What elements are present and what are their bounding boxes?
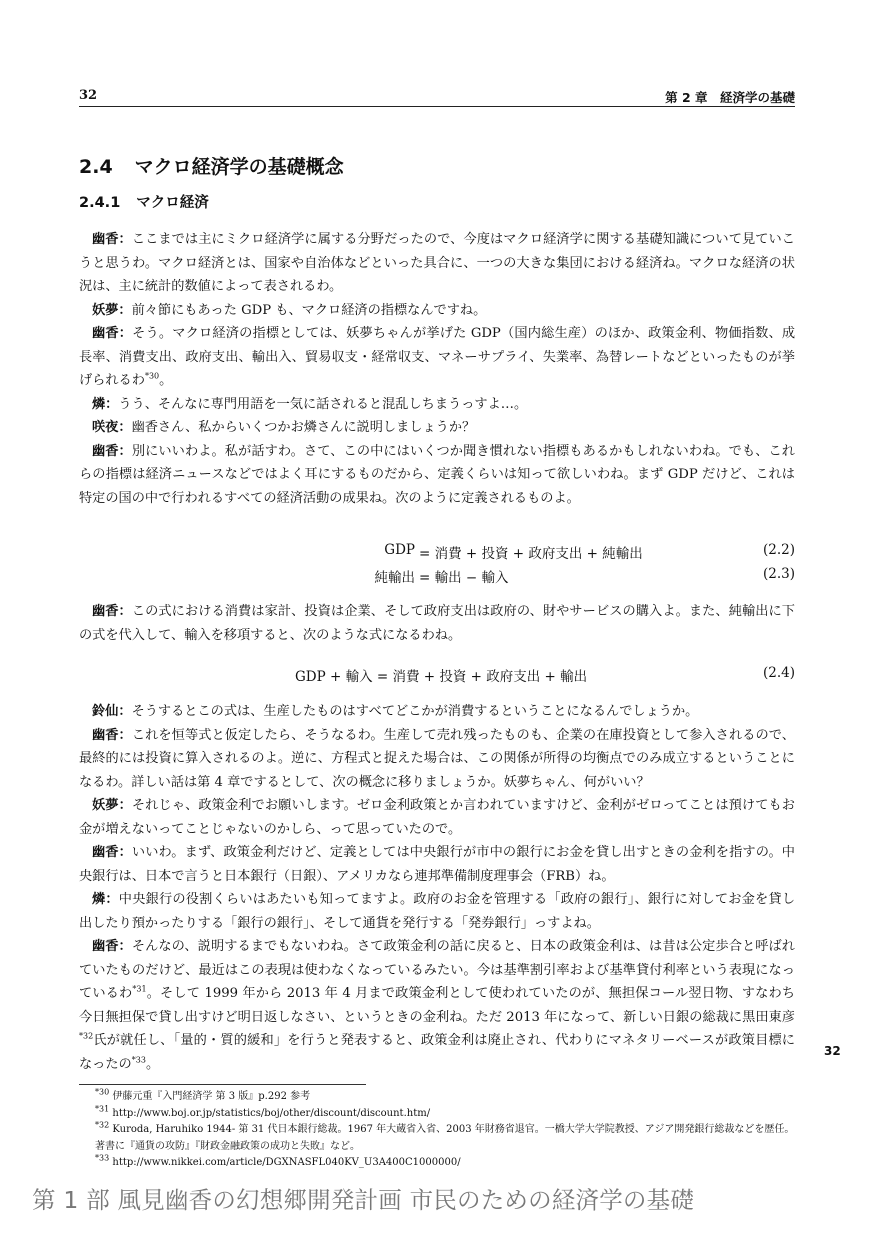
- footnote: [95, 1089, 800, 1106]
- line-text: それじゃ、政策金利でお願いします。ゼロ金利政策とか言われていますけど、金利がゼロってことは預けてもお金が増えないってことじゃないのかしら、って思っていたので。: [79, 798, 795, 837]
- footnote-ref: *30: [144, 371, 160, 381]
- margin-page-number: 32: [824, 1044, 841, 1058]
- equation-number: (2.3): [762, 566, 795, 582]
- speaker: 幽香：: [92, 326, 133, 341]
- line-text-tail: 氏が就任し、「量的・質的緩和」を行うと発表すると、政策金利は廃止され、代わりにマネタリーベースが政策目標になったの: [79, 1033, 795, 1072]
- dialogue-line: [79, 700, 795, 724]
- dialogue-line: [79, 440, 795, 511]
- equation-expr: GDP + 輸入 = 消費 + 投資 + 政府支出 + 輸出: [295, 669, 588, 685]
- line-text: そんなの、説明するまでもないわね。さて政策金利の話に戻ると、日本の政策金利は、は昔は公定歩合と呼ばれていたものだけど、最近はこの表現は使わなくなっているみたい。今は基準割引率および基準貸付利率という表現になっているわ: [79, 939, 795, 1001]
- section-number: 2.4: [79, 156, 113, 178]
- footnote-mark: *30: [95, 1087, 110, 1097]
- line-text: いいわ。まず、政策金利だけど、定義としては中央銀行が市中の銀行にお金を貸し出すときの金利を指すの。中央銀行は、日本で言うと日本銀行（日銀）、アメリカなら連邦準備制度理事会（FRB）ね。: [79, 845, 795, 884]
- dialogue-block-2: [79, 600, 795, 647]
- dialogue-line: [79, 724, 795, 795]
- equation-number: (2.4): [762, 665, 795, 681]
- footnote-rule: [79, 1084, 366, 1085]
- line-text: そう。マクロ経済の指標としては、妖夢ちゃんが挙げた GDP（国内総生産）のほか、政策金利、物価指数、成長率、消費支出、政府支出、輸出入、貿易収支・経常収支、マネーサプライ、失業率、為替レートなどといったものが挙げられるわ: [79, 326, 796, 388]
- section-heading: [79, 152, 344, 179]
- speaker: 妖夢：: [92, 302, 132, 318]
- line-text-tail: 。: [145, 1056, 160, 1072]
- dialogue-line: [79, 416, 795, 440]
- speaker: 咲夜：: [92, 420, 132, 435]
- footnote-text: http://www.nikkei.com/article/DGXNASFL040KV_U3A400C1000000/: [112, 1157, 461, 1168]
- equation-2-2: [79, 542, 795, 564]
- section-title: マクロ経済学の基礎概念: [134, 156, 344, 178]
- line-text: うう、そんなに専門用語を一気に話されると混乱しちまうっすよ…。: [118, 396, 528, 412]
- speaker: 幽香：: [92, 845, 132, 860]
- page-number: 32: [79, 88, 98, 103]
- speaker: 幽香：: [92, 604, 132, 619]
- subsection-number: 2.4.1: [79, 195, 121, 211]
- speaker: 幽香：: [92, 443, 132, 459]
- speaker: 妖夢：: [92, 798, 132, 813]
- dialogue-line: [79, 228, 795, 299]
- dialogue-line: [79, 600, 795, 647]
- running-header: [79, 88, 795, 107]
- line-text: この式における消費は家計、投資は企業、そして政府支出は政府の、財やサービスの購入よ。また、純輸出に下の式を代入して、輸入を移項すると、次のような式になるわね。: [79, 604, 795, 643]
- speaker: 幽香：: [92, 727, 132, 743]
- dialogue-line: [79, 935, 795, 1076]
- chapter-title: 第 2 章 経済学の基礎: [665, 90, 795, 105]
- footnote: [95, 1122, 800, 1155]
- equation-lhs: GDP: [384, 542, 415, 558]
- line-text: 幽香さん、私からいくつかお燐さんに説明しましょうか？: [131, 420, 476, 435]
- dialogue-line: [79, 299, 795, 323]
- line-text-tail: 。そして 1999 年から 2013 年 4 月まで政策金利として使われていたのが、無担保コール翌日物、すなわち今日無担保で貸し出すけど明日返しなさい、というときの金利ね。ただ 2013 年になって、新しい日銀の総裁に黒田東彦: [79, 986, 795, 1025]
- line-text: これを恒等式と仮定したら、そうなるわ。生産して売れ残ったものも、企業の在庫投資として参入されるので、最終的には投資に算入されるのよ。逆に、方程式と捉えた場合は、この関係が所得の均衡点でのみ成立するということになるわ。詳しい話は第 4 章でするとして、次の概念に移りましょうか。妖夢ちゃん、何がいい？: [79, 727, 795, 790]
- footnotes: [95, 1089, 800, 1172]
- dialogue-line: [79, 841, 795, 888]
- equation-number: (2.2): [762, 542, 795, 558]
- dialogue-line: [79, 888, 795, 935]
- subsection-heading: [79, 191, 209, 212]
- line-text: そうするとこの式は、生産したものはすべてどこかが消費するということになるんでしょうか。: [131, 704, 699, 719]
- footnote-ref: *32: [79, 1031, 94, 1041]
- footnote-text: 伊藤元重『入門経済学 第 3 版』p.292 参考: [112, 1091, 311, 1102]
- equation-rhs: = 輸出 − 輸入: [419, 570, 509, 586]
- speaker: 幽香：: [92, 939, 132, 954]
- footnote-text: http://www.boj.or.jp/statistics/boj/other/discount/discount.htm/: [112, 1107, 431, 1119]
- book-footer: 第 1 部 風見幽香の幻想郷開発計画 市民のための経済学の基礎: [32, 1186, 695, 1214]
- dialogue-block-1: [79, 228, 795, 510]
- speaker: 燐：: [92, 396, 119, 412]
- footnote-mark: *31: [95, 1104, 110, 1114]
- footnote-ref: *31: [132, 984, 147, 994]
- footnote-mark: *33: [95, 1153, 110, 1163]
- footnote-ref: *33: [131, 1055, 146, 1065]
- footnote: [95, 1155, 800, 1172]
- footnote-text: Kuroda, Haruhiko 1944- 第 31 代日本銀行総裁。1967 年大蔵省入省、2003 年財務省退官。一橋大学大学院教授、アジア開発銀行総裁などを歴任。著書に『通貨の攻防』『財政金融政策の成功と失敗』など。: [95, 1124, 795, 1152]
- line-text: 別にいいわよ。私が話すわ。さて、この中にはいくつか聞き慣れない指標もあるかもしれないわね。でも、これらの指標は経済ニュースなどではよく耳にするものだから、定義くらいは知って欲しいわね。まず GDP だけど、これは特定の国の中で行われるすべての経済活動の成果ね。次のように定義されるものよ。: [79, 443, 795, 506]
- footnote: [95, 1106, 800, 1123]
- subsection-title: マクロ経済: [136, 195, 209, 211]
- dialogue-line: [79, 322, 795, 393]
- dialogue-line: [79, 794, 795, 841]
- speaker: 燐：: [92, 892, 119, 907]
- equation-2-4: [79, 665, 795, 687]
- footnote-mark: *32: [95, 1120, 110, 1130]
- line-text: 中央銀行の役割くらいはあたいも知ってますよ。政府のお金を管理する「政府の銀行」、銀行に対してお金を貸し出したり預かったりする「銀行の銀行」、そして通貨を発行する「発券銀行」っすよね。: [79, 892, 796, 931]
- speaker: 鈴仙：: [92, 704, 132, 719]
- line-text-tail: 。: [159, 373, 173, 388]
- line-text: 前々節にもあった GDP も、マクロ経済の指標なんですね。: [131, 302, 487, 318]
- dialogue-block-3: [79, 700, 795, 1076]
- speaker: 幽香：: [92, 232, 132, 247]
- equation-2-3: [79, 566, 795, 588]
- equation-lhs: 純輸出: [374, 570, 415, 586]
- equation-rhs: = 消費 + 投資 + 政府支出 + 純輸出: [419, 546, 643, 562]
- dialogue-line: [79, 393, 795, 417]
- line-text: ここまでは主にミクロ経済学に属する分野だったので、今度はマクロ経済学に関する基礎知識について見ていこうと思うわ。マクロ経済とは、国家や自治体などといった具合に、一つの大きな集団における経済ね。マクロな経済の状況は、主に統計的数値によって表されるわ。: [79, 232, 795, 294]
